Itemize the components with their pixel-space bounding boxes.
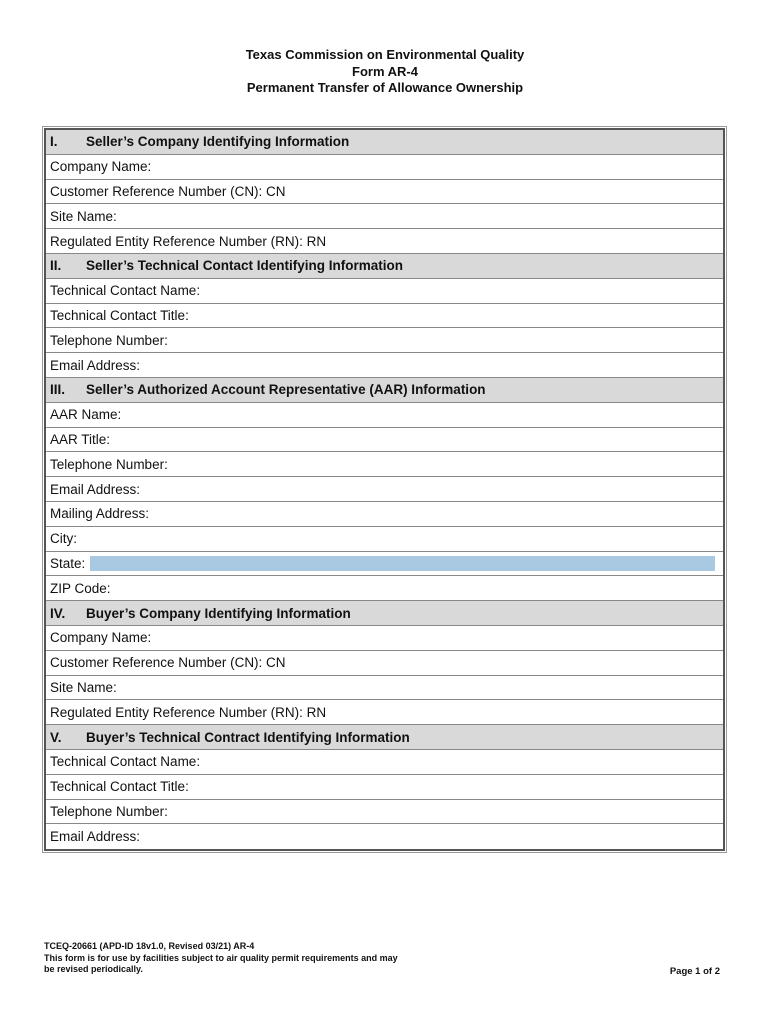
field-label: ZIP Code: bbox=[50, 580, 111, 596]
section-number: III. bbox=[50, 382, 66, 398]
field-row[interactable] bbox=[46, 304, 723, 329]
section-number: V. bbox=[50, 729, 62, 745]
field-row[interactable] bbox=[46, 502, 723, 527]
field-label: Company Name: bbox=[50, 630, 152, 646]
field-label: Technical Contact Name: bbox=[50, 754, 201, 770]
field-label: Site Name: bbox=[50, 208, 117, 224]
field-row[interactable] bbox=[46, 527, 723, 552]
field-row[interactable] bbox=[46, 800, 723, 825]
section-header bbox=[46, 601, 723, 626]
field-label: AAR Name: bbox=[50, 407, 122, 423]
field-label: Customer Reference Number (CN): CN bbox=[50, 655, 286, 671]
field-row[interactable] bbox=[46, 180, 723, 205]
field-label: Telephone Number: bbox=[50, 332, 168, 348]
section-header bbox=[46, 130, 723, 155]
agency-title: Texas Commission on Environmental Quality bbox=[245, 47, 525, 62]
page-number: Page 1 of 2 bbox=[669, 966, 720, 977]
form-table bbox=[44, 128, 725, 851]
field-row[interactable] bbox=[46, 403, 723, 428]
field-row[interactable] bbox=[46, 775, 723, 800]
field-row[interactable] bbox=[46, 477, 723, 502]
section-title: Seller’s Technical Contact Identifying Information bbox=[86, 258, 404, 274]
section-title: Buyer’s Company Identifying Information bbox=[86, 605, 351, 621]
field-row-state bbox=[46, 552, 723, 577]
section-number: I. bbox=[50, 134, 58, 150]
section-number: IV. bbox=[50, 605, 66, 621]
state-input[interactable] bbox=[90, 556, 715, 571]
section-title: Buyer’s Technical Contract Identifying Information bbox=[86, 729, 410, 745]
field-label: Regulated Entity Reference Number (RN): RN bbox=[50, 233, 327, 249]
field-row[interactable] bbox=[46, 750, 723, 775]
field-label: Site Name: bbox=[50, 679, 117, 695]
footer-note-cont: be revised periodically. bbox=[44, 964, 143, 974]
section-title: Seller’s Authorized Account Representative (AAR) Information bbox=[86, 382, 486, 398]
section-title: Seller’s Company Identifying Information bbox=[86, 134, 350, 150]
form-id: TCEQ-20661 (APD-ID 18v1.0, Revised 03/21) AR-4 bbox=[44, 941, 255, 951]
field-row[interactable] bbox=[46, 204, 723, 229]
field-row[interactable] bbox=[46, 824, 723, 849]
section-header bbox=[46, 725, 723, 750]
field-label: Email Address: bbox=[50, 357, 141, 373]
section-header bbox=[46, 378, 723, 403]
field-label: Technical Contact Title: bbox=[50, 779, 189, 795]
field-label: State: bbox=[50, 555, 86, 571]
form-title: Permanent Transfer of Allowance Ownership bbox=[246, 80, 524, 95]
section-number: II. bbox=[50, 258, 62, 274]
field-label: Technical Contact Title: bbox=[50, 307, 189, 323]
field-label: Email Address: bbox=[50, 481, 141, 497]
field-row[interactable] bbox=[46, 279, 723, 304]
field-label: Telephone Number: bbox=[50, 456, 168, 472]
field-label: AAR Title: bbox=[50, 431, 111, 447]
field-row[interactable] bbox=[46, 428, 723, 453]
form-header bbox=[0, 47, 770, 97]
field-row[interactable] bbox=[46, 676, 723, 701]
footer-note: This form is for use by facilities subject to air quality permit requirements and may bbox=[44, 952, 398, 963]
field-row[interactable] bbox=[46, 353, 723, 378]
form-footer bbox=[44, 941, 398, 976]
field-row[interactable] bbox=[46, 229, 723, 254]
field-label: Regulated Entity Reference Number (RN): RN bbox=[50, 704, 327, 720]
field-row[interactable] bbox=[46, 626, 723, 651]
field-label: Email Address: bbox=[50, 829, 141, 845]
section-header bbox=[46, 254, 723, 279]
field-row[interactable] bbox=[46, 452, 723, 477]
field-label: Telephone Number: bbox=[50, 803, 168, 819]
field-label: Customer Reference Number (CN): CN bbox=[50, 183, 286, 199]
field-row[interactable] bbox=[46, 651, 723, 676]
field-label: City: bbox=[50, 531, 77, 547]
field-label: Technical Contact Name: bbox=[50, 283, 201, 299]
field-label: Mailing Address: bbox=[50, 506, 150, 522]
field-label: Company Name: bbox=[50, 159, 152, 175]
field-row[interactable] bbox=[46, 576, 723, 601]
field-row[interactable] bbox=[46, 700, 723, 725]
field-row[interactable] bbox=[46, 328, 723, 353]
form-number: Form AR-4 bbox=[352, 63, 418, 79]
field-row[interactable] bbox=[46, 155, 723, 180]
